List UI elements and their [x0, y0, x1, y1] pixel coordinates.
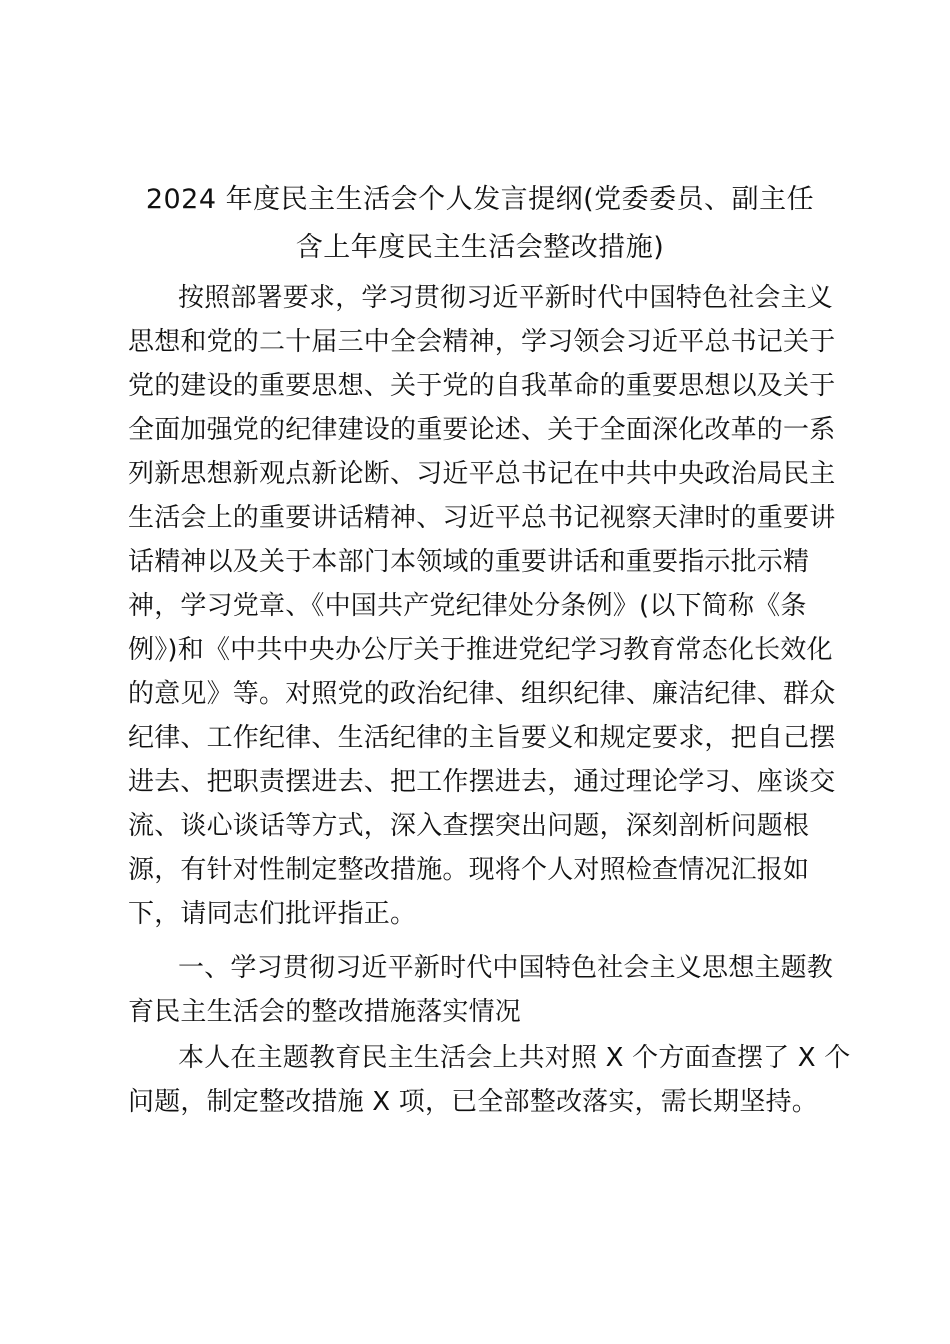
paragraph-1-line-7: 话精神以及关于本部门本领域的重要讲话和重要指示批示精 [128, 547, 810, 577]
paragraph-1-line-13: 流、谈心谈话等方式，深入查摆突出问题，深刻剖析问题根 [128, 811, 810, 841]
paragraph-1-line-5: 列新思想新观点新论断、习近平总书记在中共中央政治局民主 [128, 459, 836, 489]
paragraph-1-line-12: 进去、把职责摆进去、把工作摆进去，通过理论学习、座谈交 [128, 767, 836, 797]
paragraph-1-line-2: 思想和党的二十届三中全会精神，学习领会习近平总书记关于 [128, 327, 836, 357]
paragraph-1-line-10: 的意见》等。对照党的政治纪律、组织纪律、廉洁纪律、群众 [128, 679, 836, 709]
paragraph-2-line-1: 本人在主题教育民主生活会上共对照 X 个方面查摆了 X 个 [178, 1043, 851, 1073]
paragraph-1-line-4: 全面加强党的纪律建设的重要论述、关于全面深化改革的一系 [128, 415, 836, 445]
paragraph-1-line-1: 按照部署要求，学习贯彻习近平新时代中国特色社会主义 [178, 283, 834, 313]
paragraph-1-line-14: 源，有针对性制定整改措施。现将个人对照检查情况汇报如 [128, 855, 810, 885]
document-title-line-1: 2024 年度民主生活会个人发言提纲(党委委员、副主任 [145, 184, 815, 215]
paragraph-1-line-6: 生活会上的重要讲话精神、习近平总书记视察天津时的重要讲 [128, 503, 836, 533]
document-title-line-2: 含上年度民主生活会整改措施) [295, 232, 665, 263]
paragraph-1-line-8: 神，学习党章、《中国共产党纪律处分条例》(以下简称《条 [128, 591, 807, 621]
paragraph-1-line-3: 党的建设的重要思想、关于党的自我革命的重要思想以及关于 [128, 371, 836, 401]
section-heading-line-1: 一、学习贯彻习近平新时代中国特色社会主义思想主题教 [178, 953, 834, 983]
paragraph-1-line-15: 下，请同志们批评指正。 [128, 899, 417, 929]
section-heading-line-2: 育民主生活会的整改措施落实情况 [128, 997, 522, 1027]
paragraph-1-line-9: 例》)和《中共中央办公厅关于推进党纪学习教育常态化长效化 [128, 635, 833, 665]
paragraph-2-line-2: 问题，制定整改措施 X 项，已全部整改落实，需长期坚持。 [128, 1087, 818, 1117]
paragraph-1-line-11: 纪律、工作纪律、生活纪律的主旨要义和规定要求，把自己摆 [128, 723, 836, 753]
